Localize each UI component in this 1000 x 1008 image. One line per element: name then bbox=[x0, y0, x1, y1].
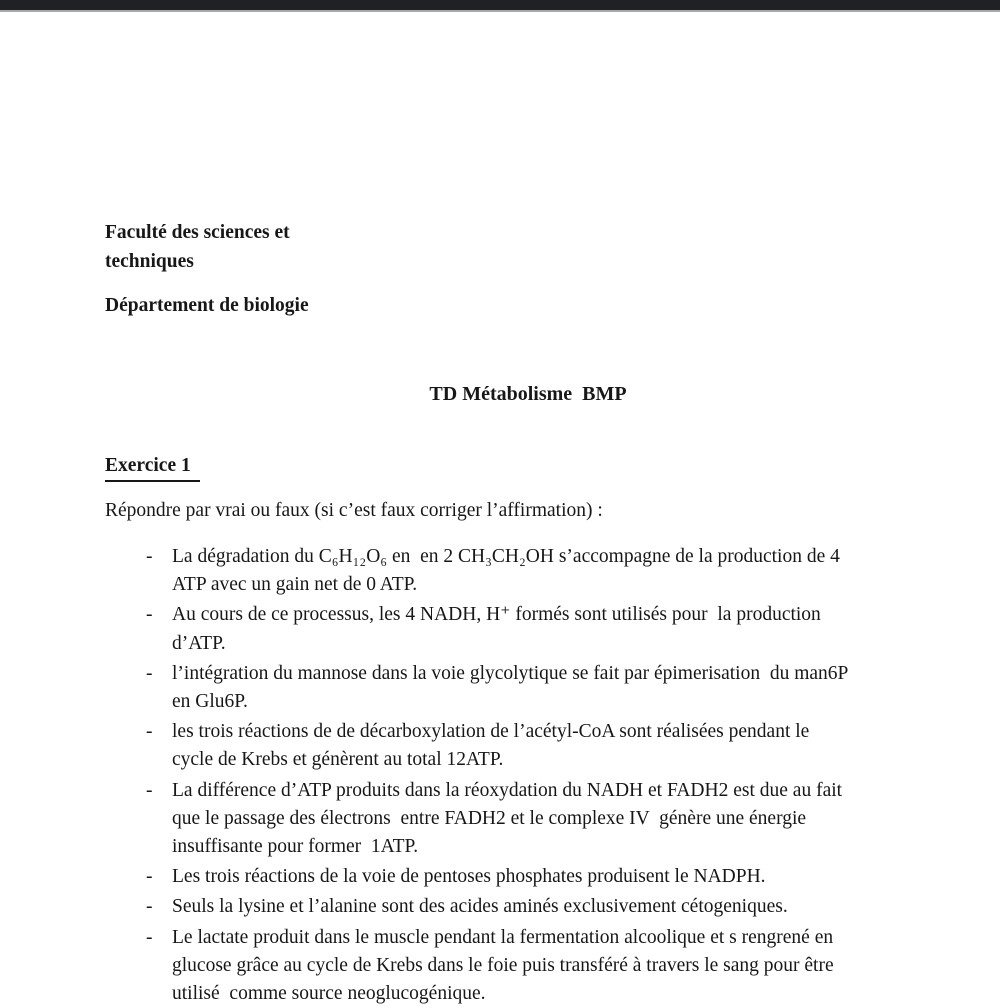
statement-text: l’intégration du mannose dans la voie glycolytique se fait par épimerisation du man6P en Glu6P. bbox=[172, 662, 849, 713]
exercise-section-heading bbox=[105, 451, 1000, 482]
instruction-text: Répondre par vrai ou faux (si c’est faux corriger l’affirmation) : bbox=[105, 500, 603, 521]
statement-text: Les trois réactions de la voie de pentoses phosphates produisent le NADPH. bbox=[172, 866, 766, 888]
bullet-dash: - bbox=[146, 896, 153, 918]
faculty-name: Faculté des sciences et techniques bbox=[105, 222, 290, 272]
statements-list bbox=[146, 543, 956, 1008]
statement-text: La dégradation du C₆H₁₂O₆ en en 2 CH₃CH₂OH s’accompagne de la production de 4 ATP avec un gain net de 0 ATP. bbox=[172, 546, 840, 596]
statement-text: Seuls la lysine et l’alanine sont des acides aminés exclusivement cétogeniques. bbox=[172, 896, 788, 918]
bullet-dash: - bbox=[146, 926, 153, 948]
list-item bbox=[146, 893, 956, 921]
exercise-heading-text: Exercice 1 bbox=[105, 451, 200, 482]
statement-text: les trois réactions de de décarboxylation de l’acétyl-CoA sont réalisées pendant le cycle de Krebs et génèrent au total 12ATP. bbox=[172, 721, 810, 771]
bullet-dash: - bbox=[146, 546, 153, 567]
document-page bbox=[0, 218, 1000, 1008]
list-item bbox=[146, 601, 956, 657]
document-title: TD Métabolisme BMP bbox=[429, 383, 627, 405]
bullet-dash: - bbox=[146, 779, 153, 801]
list-item bbox=[146, 543, 956, 599]
window-top-bar bbox=[0, 0, 1000, 12]
bullet-dash: - bbox=[146, 721, 153, 743]
statement-text: Le lactate produit dans le muscle pendant la fermentation alcoolique et s rengrené en glucose grâce au cycle de Krebs dans le foie puis transféré à travers le sang pour être utilisé comme source neoglucogénique. bbox=[172, 926, 834, 1005]
list-item bbox=[146, 660, 956, 716]
statement-text: Au cours de ce processus, les 4 NADH, H⁺ formés sont utilisés pour la production d’ATP. bbox=[172, 604, 821, 654]
bullet-dash: - bbox=[146, 866, 153, 888]
list-item bbox=[146, 718, 956, 774]
list-item bbox=[146, 777, 956, 862]
department-name: Département de biologie bbox=[105, 295, 309, 316]
list-item bbox=[146, 924, 956, 1008]
bullet-dash: - bbox=[146, 604, 153, 626]
bullet-dash: - bbox=[146, 662, 153, 684]
statement-text: La différence d’ATP produits dans la réoxydation du NADH et FADH2 est due au fait que le passage des électrons entre FADH2 et le complexe IV génère une énergie insuffisante pour former 1ATP. bbox=[172, 779, 843, 858]
list-item bbox=[146, 863, 956, 891]
